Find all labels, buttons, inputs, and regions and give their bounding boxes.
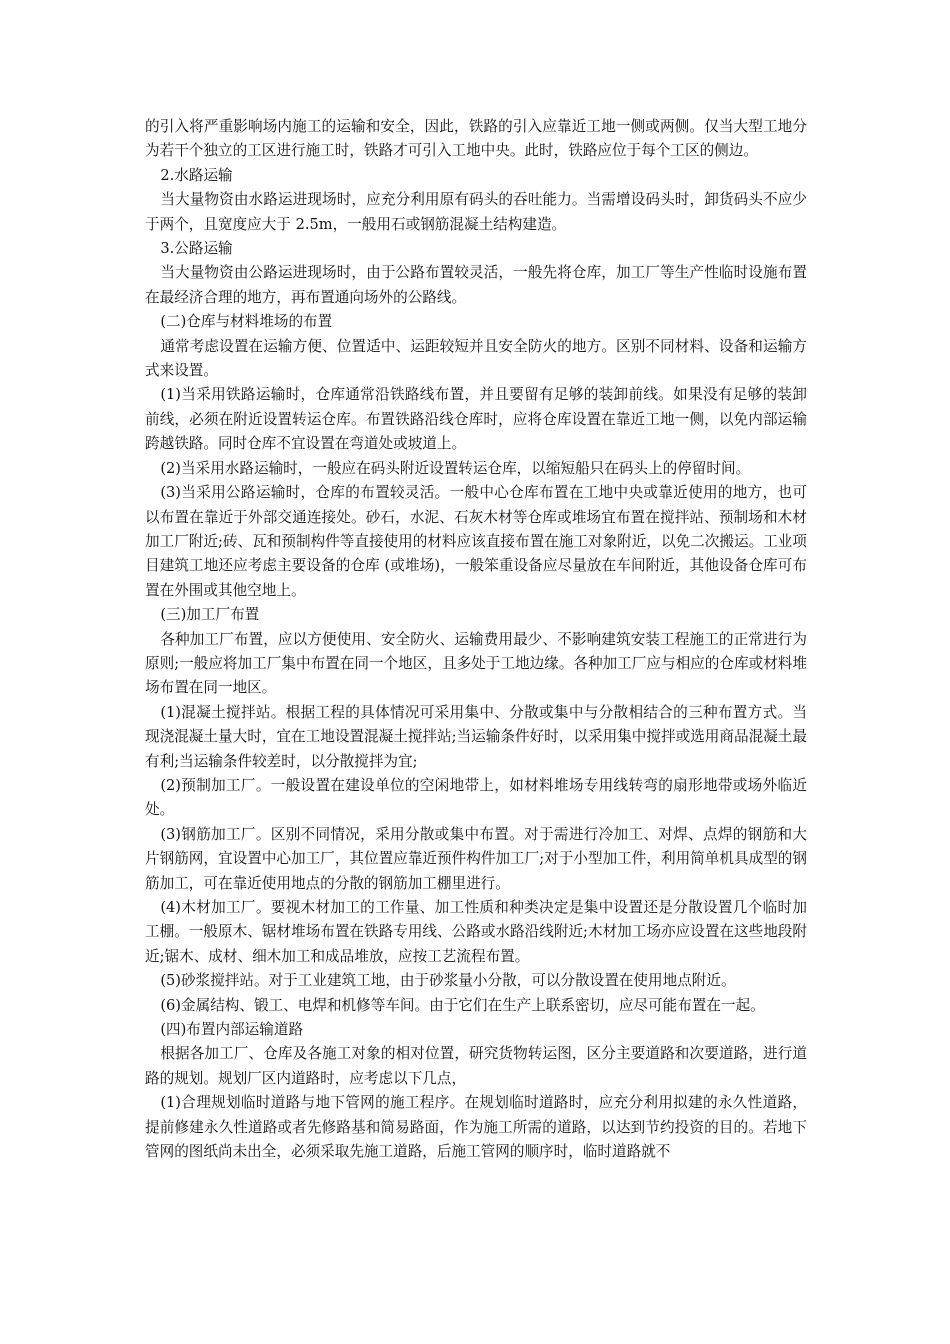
paragraph-warehouse-railway: (1)当采用铁路运输时，仓库通常沿铁路线布置，并且要留有足够的装卸前线。如果没有足够的装卸前线，必须在附近设置转运仓库。布置铁路沿线仓库时，应将仓库设置在靠近工地一侧，以免内部运输跨越铁路。同时仓库不宜设置在弯道处或坡道上。 [145, 386, 807, 453]
paragraph-warehouse-intro: 通常考虑设置在运输方便、位置适中、运距较短并且安全防火的地方。区别不同材料、设备和运输方式来设置。 [145, 337, 807, 380]
paragraph-mortar-station: (5)砂浆搅拌站。对于工业建筑工地，由于砂浆量小分散，可以分散设置在使用地点附近。 [160, 972, 736, 990]
paragraph-water-transport: 当大量物资由水路运进现场时，应充分利用原有码头的吞吐能力。当需增设码头时，卸货码头不应少于两个，且宽度应大于 2.5m，一般用石或钢筋混凝土结构建造。 [145, 191, 807, 233]
paragraph-wood-plant: (4)木材加工厂。要视木材加工的工作量、加工性质和种类决定是集中设置还是分散设置几个临时加工棚。一般原木、锯材堆场布置在铁路专用线、公路或水路沿线附近;木材加工场亦应设置在这些地段附近;锯木、成材、细木加工和成品堆放，应按工艺流程布置。 [145, 899, 807, 965]
heading-road-transport: 3.公路运输 [160, 240, 233, 258]
heading-warehouse-layout: (二)仓库与材料堆场的布置 [160, 313, 333, 331]
paragraph-internal-roads-intro: 根据各加工厂、仓库及各施工对象的相对位置，研究货物转运图，区分主要道路和次要道路，进行道路的规划。规划厂区内道路时，应考虑以下几点， [145, 1045, 807, 1087]
paragraph-railway-intro: 的引入将严重影响场内施工的运输和安全，因此，铁路的引入应靠近工地一侧或两侧。仅当大型工地分为若干个独立的工区进行施工时，铁路才可引入工地中央。此时，铁路应位于每个工区的侧边。 [145, 118, 807, 160]
paragraph-road-pipe-sequence: (1)合理规划临时道路与地下管网的施工程序。在规划临时道路时，应充分利用拟建的永久性道路，提前修建永久性道路或者先修路基和简易路面，作为施工所需的道路，以达到节约投资的目的。若地下管网的图纸尚未出全，必须采取先施工道路，后施工管网的顺序时，临时道路就不 [145, 1094, 807, 1161]
paragraph-concrete-station: (1)混凝土搅拌站。根据工程的具体情况可采用集中、分散或集中与分散相结合的三种布置方式。当现浇混凝土量大时，宜在工地设置混凝土搅拌站;当运输条件好时，以采用集中搅拌或选用商品混凝土最有利;当运输条件较差时，以分散搅拌为宜; [145, 703, 807, 770]
document-body [145, 115, 807, 1164]
paragraph-warehouse-water: (2)当采用水路运输时，一般应在码头附近设置转运仓库，以缩短船只在码头上的停留时间。 [160, 459, 751, 477]
paragraph-rebar-plant: (3)钢筋加工厂。区别不同情况，采用分散或集中布置。对于需进行冷加工、对焊、点焊的钢筋和大片钢筋网，宜设置中心加工厂，其位置应靠近预件构件加工厂;对于小型加工件，利用简单机具成型的钢筋加工，可在靠近使用地点的分散的钢筋加工棚里进行。 [145, 825, 807, 892]
heading-internal-roads: (四)布置内部运输道路 [160, 1021, 304, 1039]
heading-processing-plant: (三)加工厂布置 [160, 606, 260, 624]
heading-water-transport: 2.水路运输 [160, 166, 233, 184]
paragraph-warehouse-road: (3)当采用公路运输时，仓库的布置较灵活。一般中心仓库布置在工地中央或靠近使用的地方，也可以布置在靠近于外部交通连接处。砂石，水泥、石灰木材等仓库或堆场宜布置在搅拌站、预制场和木材加工厂附近;砖、瓦和预制构件等直接使用的材料应该直接布置在施工对象附近，以免二次搬运。工业项目建筑工地还应考虑主要设备的仓库 (或堆场)，一般笨重设备应尽量放在车间附近，其他设备仓库可布置在外围或其他空地上。 [145, 484, 807, 599]
paragraph-metal-workshops: (6)金属结构、锻工、电焊和机修等车间。由于它们在生产上联系密切，应尽可能布置在一起。 [160, 996, 765, 1014]
paragraph-processing-intro: 各种加工厂布置，应以方便使用、安全防火、运输费用最少、不影响建筑安装工程施工的正常进行为原则;一般应将加工厂集中布置在同一个地区，且多处于工地边缘。各种加工厂应与相应的仓库或材料堆场布置在同一地区。 [145, 630, 807, 697]
paragraph-road-transport: 当大量物资由公路运进现场时，由于公路布置较灵活，一般先将仓库，加工厂等生产性临时设施布置在最经济合理的地方，再布置通向场外的公路线。 [145, 264, 807, 306]
paragraph-prefab-plant: (2)预制加工厂。一般设置在建设单位的空闲地带上，如材料堆场专用线转弯的扇形地带或场外临近处。 [145, 776, 807, 819]
